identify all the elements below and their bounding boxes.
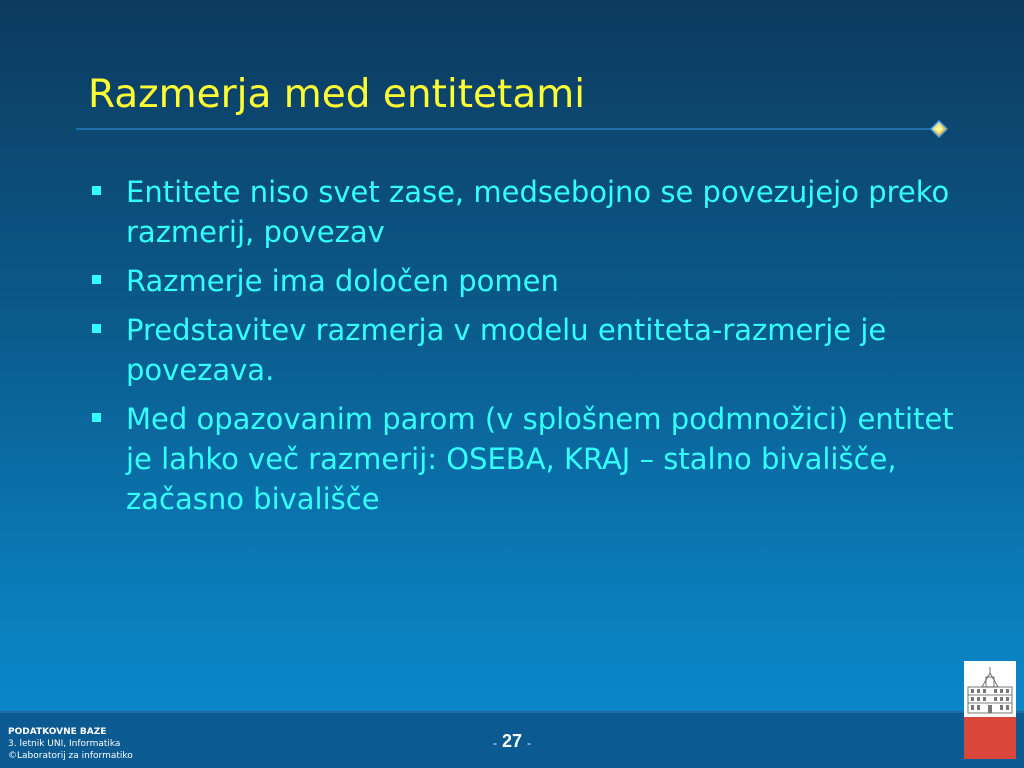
bullet-text: Predstavitev razmerja v modelu entiteta-razmerje je povezava. <box>126 313 887 387</box>
bullet-list <box>88 172 968 528</box>
bullet-text: Entitete niso svet zase, medsebojno se povezujejo preko razmerij, povezav <box>126 175 950 249</box>
square-bullet-icon <box>92 413 101 422</box>
diamond-icon <box>930 120 948 138</box>
list-item <box>88 261 968 301</box>
list-item <box>88 172 968 252</box>
list-item <box>88 399 968 519</box>
page-number-value: 27 <box>501 731 523 751</box>
page-number <box>470 731 554 752</box>
square-bullet-icon <box>92 275 101 284</box>
university-building-logo <box>964 661 1016 759</box>
bullet-text: Med opazovanim parom (v splošnem podmnožici) entitet je lahko več razmerij: OSEBA, KRAJ – stalno bivališče, začasno bivališče <box>126 402 954 516</box>
footer-info <box>8 726 133 762</box>
slide-title: Razmerja med entitetami <box>88 72 586 117</box>
list-item <box>88 310 968 390</box>
bullet-text: Razmerje ima določen pomen <box>126 264 559 298</box>
footer-course: PODATKOVNE BAZE <box>8 727 107 737</box>
title-divider <box>76 128 938 130</box>
page-dash-right: - <box>527 736 532 750</box>
square-bullet-icon <box>92 324 101 333</box>
footer-lab: ©Laboratorij za informatiko <box>8 751 133 761</box>
footer-year: 3. letnik UNI, Informatika <box>8 739 121 749</box>
square-bullet-icon <box>92 186 101 195</box>
page-dash-left: - <box>492 736 497 750</box>
